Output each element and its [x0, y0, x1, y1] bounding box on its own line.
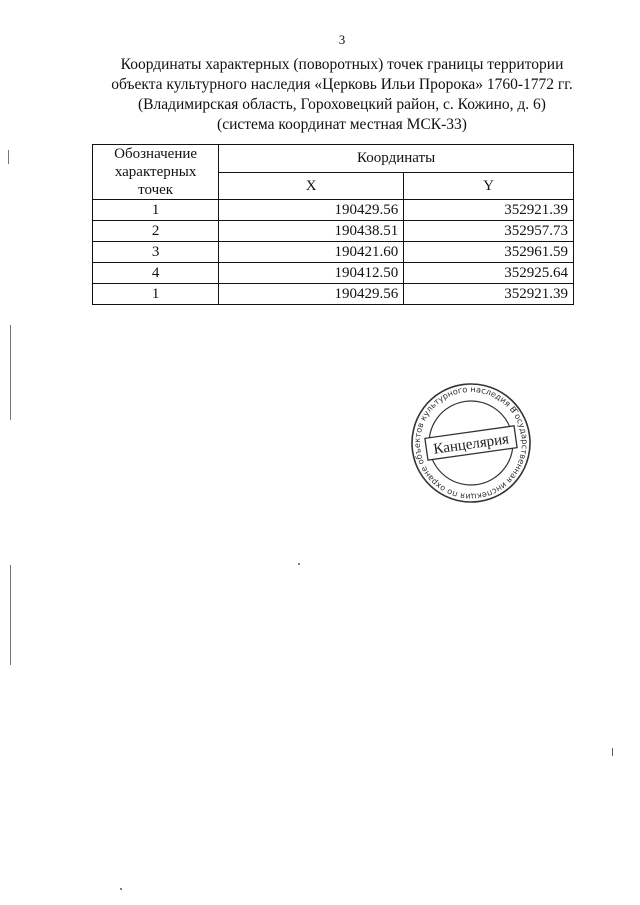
header-coordinates: Координаты: [219, 145, 574, 173]
stamp-center-text: Канцелярия: [432, 431, 510, 458]
coord-y: 352925.64: [404, 263, 574, 284]
scan-edge-mark: [10, 325, 11, 420]
table-row: [93, 242, 574, 263]
table-row: [93, 200, 574, 221]
coord-x: 190429.56: [219, 284, 404, 305]
point-label: 2: [93, 221, 219, 242]
point-label: 1: [93, 284, 219, 305]
table-row: [93, 284, 574, 305]
header-points: Обозначение характерных точек: [93, 145, 219, 200]
heading-line-2: объекта культурного наследия «Церковь Ильи Пророка» 1760-1772 гг.: [111, 76, 573, 93]
table-row: [93, 263, 574, 284]
coordinates-table: [92, 144, 574, 305]
coord-y: 352921.39: [404, 200, 574, 221]
coord-x: 190412.50: [219, 263, 404, 284]
header-y: Y: [404, 172, 574, 200]
stamp-ring-text: Государственная инспекция по охране объектов культурного наследия Владимирской: [411, 383, 531, 503]
coord-x: 190421.60: [219, 242, 404, 263]
heading-line-3: (Владимирская область, Гороховецкий район, с. Кожино, д. 6): [138, 96, 546, 113]
scan-speck: [298, 563, 300, 565]
scan-edge-mark: [8, 150, 9, 164]
heading-line-1: Координаты характерных (поворотных) точек границы территории: [120, 56, 564, 73]
coord-y: 352921.39: [404, 284, 574, 305]
scan-speck: [120, 888, 122, 890]
coord-y: 352961.59: [404, 242, 574, 263]
page-number: 3: [338, 32, 346, 47]
table-row: [93, 221, 574, 242]
point-label: 4: [93, 263, 219, 284]
point-label: 1: [93, 200, 219, 221]
heading-line-4: (система координат местная МСК-33): [217, 116, 467, 133]
point-label: 3: [93, 242, 219, 263]
coord-x: 190429.56: [219, 200, 404, 221]
scan-speck: [612, 748, 613, 756]
scan-edge-mark: [10, 565, 11, 665]
coord-x: 190438.51: [219, 221, 404, 242]
coord-y: 352957.73: [404, 221, 574, 242]
header-x: X: [219, 172, 404, 200]
document-heading: [60, 55, 624, 135]
office-stamp: [406, 383, 536, 503]
